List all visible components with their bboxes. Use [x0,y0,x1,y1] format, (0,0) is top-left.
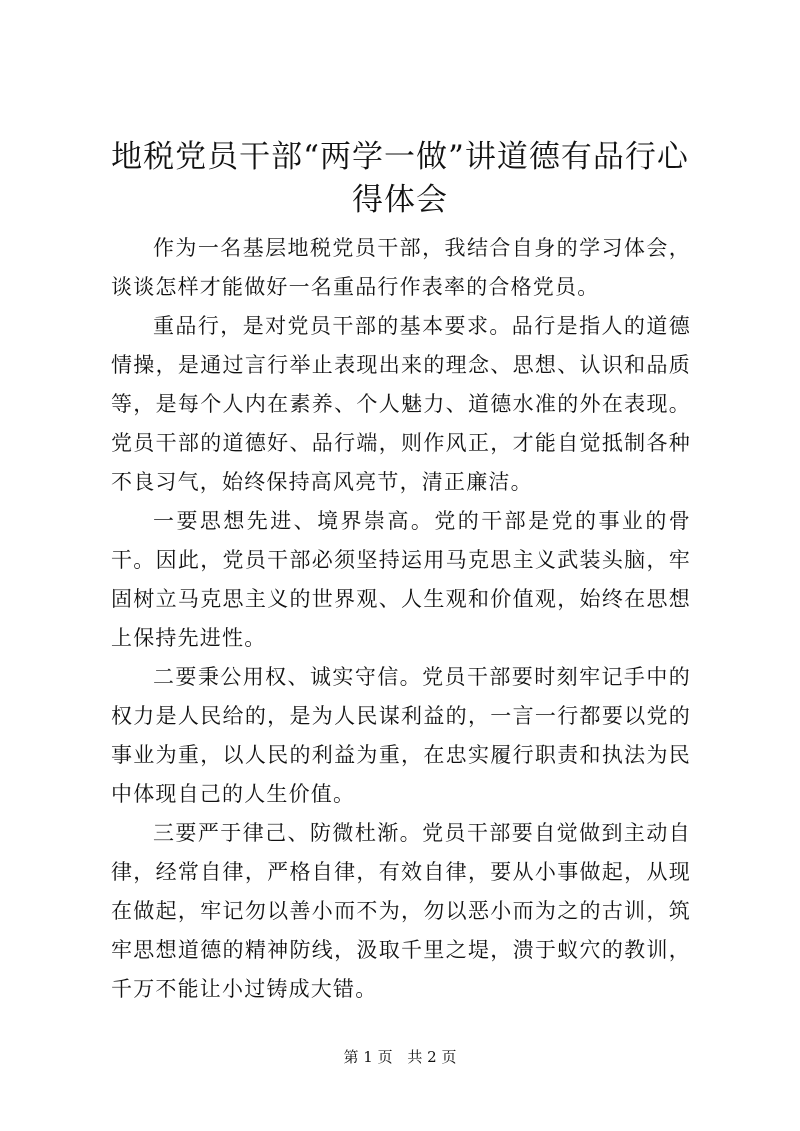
page-number: 第 1 页 [343,1048,393,1066]
paragraph-intro: 作为一名基层地税党员干部，我结合自身的学习体会，谈谈怎样才能做好一名重品行作表率的合格党员。 [111,236,691,299]
document-body [111,229,691,1009]
page-footer [0,1047,800,1067]
paragraph-point-two: 二要秉公用权、诚实守信。党员干部要时刻牢记手中的权力是人民给的，是为人民谋利益的，一言一行都要以党的事业为重，以人民的利益为重，在忠实履行职责和执法为民中体现自己的人生价值。 [111,665,691,806]
page-total: 共 2 页 [407,1048,457,1066]
paragraph-point-three: 三要严于律己、防微杜渐。党员干部要自觉做到主动自律，经常自律，严格自律，有效自律，要从小事做起，从现在做起，牢记勿以善小而不为，勿以恶小而为之的古训，筑牢思想道德的精神防线，汲取千里之堤，溃于蚁穴的教训，千万不能让小过铸成大错。 [111,821,691,1001]
document-title: 地税党员干部“两学一做”讲道德有品行心得体会 [111,139,689,218]
paragraph-character-requirement: 重品行，是对党员干部的基本要求。品行是指人的道德情操，是通过言行举止表现出来的理念、思想、认识和品质等，是每个人内在素养、个人魅力、道德水准的外在表现。党员干部的道德好、品行端，则作风正，才能自觉抵制各种不良习气，始终保持高风亮节，清正廉洁。 [111,314,691,494]
paragraph-point-one: 一要思想先进、境界崇高。党的干部是党的事业的骨干。因此，党员干部必须坚持运用马克思主义武装头脑，牢固树立马克思主义的世界观、人生观和价值观，始终在思想上保持先进性。 [111,509,691,650]
